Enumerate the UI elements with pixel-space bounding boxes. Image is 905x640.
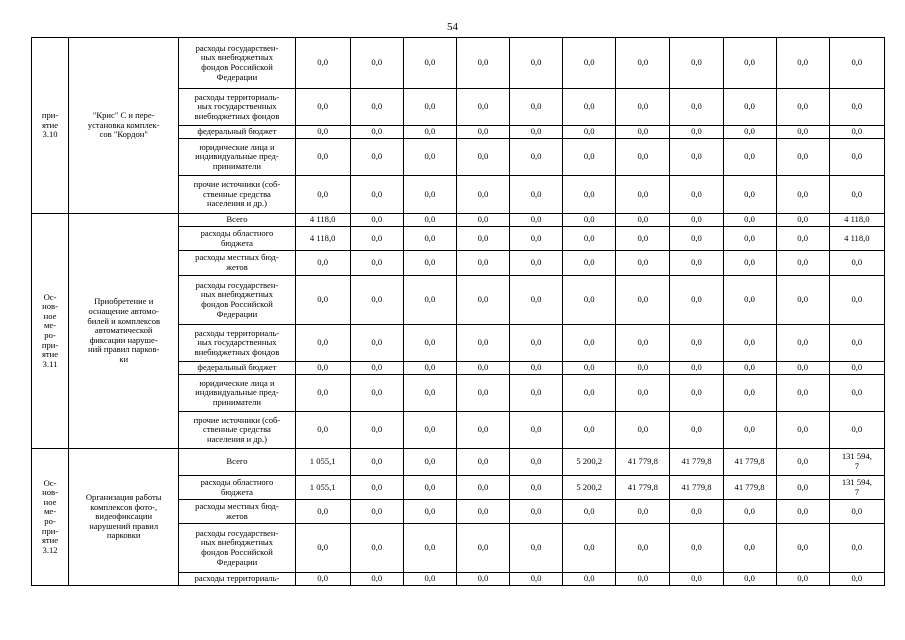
amount-cell: 0,0 bbox=[723, 573, 776, 586]
amount-cell: 0,0 bbox=[510, 325, 563, 362]
amount-cell: 0,0 bbox=[403, 325, 456, 362]
amount-cell: 0,0 bbox=[670, 89, 723, 126]
amount-cell: 0,0 bbox=[350, 500, 403, 524]
amount-cell: 0,0 bbox=[350, 251, 403, 276]
amount-cell: 0,0 bbox=[510, 476, 563, 500]
amount-cell: 0,0 bbox=[295, 573, 350, 586]
amount-cell: 0,0 bbox=[295, 126, 350, 139]
funding-source-cell: юридические лица и индивидуальные пред- приниматели bbox=[179, 375, 295, 412]
funding-source-cell: расходы областного бюджета bbox=[179, 476, 295, 500]
amount-cell: 0,0 bbox=[350, 227, 403, 251]
amount-cell: 0,0 bbox=[776, 375, 829, 412]
amount-cell: 0,0 bbox=[776, 500, 829, 524]
amount-cell: 0,0 bbox=[456, 139, 509, 176]
budget-table bbox=[31, 37, 885, 586]
amount-cell: 0,0 bbox=[295, 524, 350, 573]
amount-cell: 0,0 bbox=[616, 214, 670, 227]
amount-cell: 41 779,8 bbox=[670, 449, 723, 476]
amount-cell: 0,0 bbox=[295, 251, 350, 276]
amount-cell: 0,0 bbox=[456, 375, 509, 412]
amount-cell: 0,0 bbox=[563, 524, 616, 573]
amount-cell: 0,0 bbox=[776, 126, 829, 139]
amount-cell: 0,0 bbox=[670, 139, 723, 176]
amount-cell: 0,0 bbox=[510, 412, 563, 449]
amount-cell: 0,0 bbox=[776, 89, 829, 126]
amount-cell: 0,0 bbox=[563, 139, 616, 176]
amount-cell: 0,0 bbox=[616, 362, 670, 375]
amount-cell: 0,0 bbox=[829, 89, 884, 126]
amount-cell: 0,0 bbox=[563, 412, 616, 449]
amount-cell: 0,0 bbox=[670, 412, 723, 449]
funding-source-cell: расходы местных бюд- жетов bbox=[179, 251, 295, 276]
amount-cell: 0,0 bbox=[616, 412, 670, 449]
amount-cell: 0,0 bbox=[403, 362, 456, 375]
amount-cell: 0,0 bbox=[510, 227, 563, 251]
amount-cell: 4 118,0 bbox=[295, 214, 350, 227]
amount-cell: 0,0 bbox=[616, 139, 670, 176]
amount-cell: 0,0 bbox=[829, 126, 884, 139]
amount-cell: 0,0 bbox=[616, 89, 670, 126]
amount-cell: 0,0 bbox=[723, 176, 776, 214]
amount-cell: 0,0 bbox=[510, 362, 563, 375]
amount-cell: 0,0 bbox=[350, 38, 403, 89]
amount-cell: 0,0 bbox=[403, 573, 456, 586]
amount-cell: 0,0 bbox=[670, 573, 723, 586]
amount-cell: 0,0 bbox=[456, 176, 509, 214]
amount-cell: 0,0 bbox=[723, 500, 776, 524]
amount-cell: 0,0 bbox=[776, 573, 829, 586]
amount-cell: 0,0 bbox=[670, 362, 723, 375]
amount-cell: 0,0 bbox=[510, 139, 563, 176]
event-number-cell: при- ятие 3.10 bbox=[32, 38, 69, 214]
amount-cell: 0,0 bbox=[829, 38, 884, 89]
amount-cell: 0,0 bbox=[670, 375, 723, 412]
amount-cell: 0,0 bbox=[776, 251, 829, 276]
amount-cell: 0,0 bbox=[350, 524, 403, 573]
amount-cell: 0,0 bbox=[670, 227, 723, 251]
amount-cell: 0,0 bbox=[829, 375, 884, 412]
amount-cell: 0,0 bbox=[776, 412, 829, 449]
amount-cell: 0,0 bbox=[723, 38, 776, 89]
amount-cell: 0,0 bbox=[510, 89, 563, 126]
table-row bbox=[32, 38, 885, 89]
amount-cell: 131 594, 7 bbox=[829, 449, 884, 476]
funding-source-cell: расходы областного бюджета bbox=[179, 227, 295, 251]
amount-cell: 0,0 bbox=[670, 38, 723, 89]
funding-source-cell: прочие источники (соб- ственные средства населения и др.) bbox=[179, 176, 295, 214]
amount-cell: 0,0 bbox=[403, 139, 456, 176]
event-number-cell: Ос- нов- ное ме- ро- при- ятие 3.12 bbox=[32, 449, 69, 586]
amount-cell: 0,0 bbox=[776, 449, 829, 476]
amount-cell: 0,0 bbox=[563, 176, 616, 214]
amount-cell: 0,0 bbox=[829, 276, 884, 325]
amount-cell: 0,0 bbox=[723, 362, 776, 375]
amount-cell: 0,0 bbox=[776, 276, 829, 325]
amount-cell: 0,0 bbox=[829, 176, 884, 214]
amount-cell: 0,0 bbox=[456, 362, 509, 375]
amount-cell: 0,0 bbox=[563, 89, 616, 126]
amount-cell: 0,0 bbox=[776, 139, 829, 176]
amount-cell: 41 779,8 bbox=[723, 449, 776, 476]
amount-cell: 0,0 bbox=[350, 449, 403, 476]
page-number: 54 bbox=[447, 21, 458, 33]
amount-cell: 0,0 bbox=[829, 325, 884, 362]
amount-cell: 0,0 bbox=[456, 325, 509, 362]
amount-cell: 0,0 bbox=[616, 176, 670, 214]
amount-cell: 0,0 bbox=[456, 214, 509, 227]
event-number-cell: Ос- нов- ное ме- ро- при- ятие 3.11 bbox=[32, 214, 69, 449]
amount-cell: 0,0 bbox=[670, 126, 723, 139]
amount-cell: 0,0 bbox=[350, 89, 403, 126]
amount-cell: 0,0 bbox=[510, 126, 563, 139]
amount-cell: 0,0 bbox=[403, 449, 456, 476]
amount-cell: 0,0 bbox=[776, 176, 829, 214]
amount-cell: 0,0 bbox=[670, 251, 723, 276]
amount-cell: 0,0 bbox=[829, 573, 884, 586]
amount-cell: 0,0 bbox=[616, 38, 670, 89]
amount-cell: 0,0 bbox=[563, 38, 616, 89]
amount-cell: 0,0 bbox=[776, 227, 829, 251]
amount-cell: 0,0 bbox=[829, 524, 884, 573]
amount-cell: 0,0 bbox=[776, 524, 829, 573]
amount-cell: 0,0 bbox=[723, 214, 776, 227]
amount-cell: 0,0 bbox=[510, 38, 563, 89]
amount-cell: 0,0 bbox=[403, 89, 456, 126]
amount-cell: 0,0 bbox=[723, 251, 776, 276]
amount-cell: 131 594, 7 bbox=[829, 476, 884, 500]
amount-cell: 0,0 bbox=[616, 325, 670, 362]
amount-cell: 0,0 bbox=[510, 500, 563, 524]
amount-cell: 4 118,0 bbox=[829, 227, 884, 251]
amount-cell: 0,0 bbox=[723, 524, 776, 573]
amount-cell: 0,0 bbox=[510, 251, 563, 276]
funding-source-cell: Всего bbox=[179, 214, 295, 227]
event-name-cell: "Крис" С и пере- установка комплек- сов "Кордон" bbox=[69, 38, 179, 214]
amount-cell: 0,0 bbox=[616, 251, 670, 276]
amount-cell: 0,0 bbox=[456, 524, 509, 573]
amount-cell: 0,0 bbox=[776, 325, 829, 362]
amount-cell: 0,0 bbox=[350, 362, 403, 375]
amount-cell: 0,0 bbox=[829, 500, 884, 524]
amount-cell: 0,0 bbox=[829, 139, 884, 176]
amount-cell: 0,0 bbox=[350, 573, 403, 586]
amount-cell: 0,0 bbox=[403, 524, 456, 573]
amount-cell: 0,0 bbox=[723, 325, 776, 362]
amount-cell: 5 200,2 bbox=[563, 476, 616, 500]
amount-cell: 0,0 bbox=[616, 573, 670, 586]
amount-cell: 0,0 bbox=[403, 214, 456, 227]
amount-cell: 0,0 bbox=[563, 573, 616, 586]
amount-cell: 0,0 bbox=[510, 573, 563, 586]
amount-cell: 0,0 bbox=[295, 500, 350, 524]
amount-cell: 0,0 bbox=[616, 227, 670, 251]
amount-cell: 0,0 bbox=[350, 412, 403, 449]
amount-cell: 0,0 bbox=[295, 325, 350, 362]
amount-cell: 0,0 bbox=[295, 276, 350, 325]
amount-cell: 0,0 bbox=[510, 449, 563, 476]
event-name-cell: Организация работы комплексов фото-, видеофиксации нарушений правил парковки bbox=[69, 449, 179, 586]
amount-cell: 0,0 bbox=[350, 276, 403, 325]
amount-cell: 41 779,8 bbox=[616, 476, 670, 500]
amount-cell: 0,0 bbox=[456, 500, 509, 524]
amount-cell: 0,0 bbox=[723, 227, 776, 251]
amount-cell: 0,0 bbox=[776, 214, 829, 227]
amount-cell: 0,0 bbox=[350, 126, 403, 139]
amount-cell: 0,0 bbox=[295, 89, 350, 126]
amount-cell: 0,0 bbox=[350, 139, 403, 176]
amount-cell: 0,0 bbox=[616, 375, 670, 412]
amount-cell: 41 779,8 bbox=[616, 449, 670, 476]
funding-source-cell: расходы государствен- ных внебюджетных фондов Российской Федерации bbox=[179, 524, 295, 573]
amount-cell: 0,0 bbox=[670, 325, 723, 362]
amount-cell: 0,0 bbox=[456, 38, 509, 89]
amount-cell: 5 200,2 bbox=[563, 449, 616, 476]
amount-cell: 0,0 bbox=[510, 375, 563, 412]
amount-cell: 0,0 bbox=[456, 251, 509, 276]
amount-cell: 0,0 bbox=[563, 500, 616, 524]
amount-cell: 0,0 bbox=[295, 375, 350, 412]
amount-cell: 41 779,8 bbox=[723, 476, 776, 500]
funding-source-cell: федеральный бюджет bbox=[179, 126, 295, 139]
amount-cell: 0,0 bbox=[670, 500, 723, 524]
funding-source-cell: расходы местных бюд- жетов bbox=[179, 500, 295, 524]
event-name-cell: Приобретение и оснащение автомо- билей и комплексов автоматической фиксации наруше- ний правил парков- ки bbox=[69, 214, 179, 449]
amount-cell: 0,0 bbox=[295, 362, 350, 375]
funding-source-cell: федеральный бюджет bbox=[179, 362, 295, 375]
amount-cell: 0,0 bbox=[563, 362, 616, 375]
amount-cell: 0,0 bbox=[510, 276, 563, 325]
amount-cell: 0,0 bbox=[723, 412, 776, 449]
table-row bbox=[32, 449, 885, 476]
amount-cell: 0,0 bbox=[456, 89, 509, 126]
funding-source-cell: расходы территориаль- ных государственных внебюджетных фондов bbox=[179, 89, 295, 126]
amount-cell: 0,0 bbox=[510, 176, 563, 214]
amount-cell: 0,0 bbox=[295, 38, 350, 89]
amount-cell: 0,0 bbox=[616, 524, 670, 573]
funding-source-cell: прочие источники (соб- ственные средства населения и др.) bbox=[179, 412, 295, 449]
amount-cell: 0,0 bbox=[350, 476, 403, 500]
funding-source-cell: расходы государствен- ных внебюджетных фондов Российской Федерации bbox=[179, 38, 295, 89]
amount-cell: 0,0 bbox=[723, 139, 776, 176]
amount-cell: 0,0 bbox=[563, 126, 616, 139]
amount-cell: 0,0 bbox=[723, 375, 776, 412]
amount-cell: 1 055,1 bbox=[295, 476, 350, 500]
amount-cell: 0,0 bbox=[456, 476, 509, 500]
amount-cell: 0,0 bbox=[295, 176, 350, 214]
funding-source-cell: Всего bbox=[179, 449, 295, 476]
amount-cell: 0,0 bbox=[563, 251, 616, 276]
amount-cell: 0,0 bbox=[403, 251, 456, 276]
amount-cell: 0,0 bbox=[776, 476, 829, 500]
amount-cell: 0,0 bbox=[776, 38, 829, 89]
amount-cell: 0,0 bbox=[829, 251, 884, 276]
funding-source-cell: юридические лица и индивидуальные пред- приниматели bbox=[179, 139, 295, 176]
amount-cell: 0,0 bbox=[295, 412, 350, 449]
amount-cell: 0,0 bbox=[350, 214, 403, 227]
amount-cell: 41 779,8 bbox=[670, 476, 723, 500]
amount-cell: 0,0 bbox=[723, 276, 776, 325]
amount-cell: 0,0 bbox=[563, 214, 616, 227]
amount-cell: 0,0 bbox=[350, 375, 403, 412]
amount-cell: 4 118,0 bbox=[829, 214, 884, 227]
amount-cell: 0,0 bbox=[456, 449, 509, 476]
amount-cell: 0,0 bbox=[670, 276, 723, 325]
amount-cell: 0,0 bbox=[616, 500, 670, 524]
amount-cell: 0,0 bbox=[670, 214, 723, 227]
amount-cell: 0,0 bbox=[829, 412, 884, 449]
amount-cell: 0,0 bbox=[295, 139, 350, 176]
amount-cell: 0,0 bbox=[510, 214, 563, 227]
amount-cell: 0,0 bbox=[829, 362, 884, 375]
amount-cell: 0,0 bbox=[350, 176, 403, 214]
amount-cell: 0,0 bbox=[456, 126, 509, 139]
amount-cell: 0,0 bbox=[670, 176, 723, 214]
amount-cell: 0,0 bbox=[456, 276, 509, 325]
amount-cell: 0,0 bbox=[403, 412, 456, 449]
amount-cell: 0,0 bbox=[563, 276, 616, 325]
amount-cell: 0,0 bbox=[403, 276, 456, 325]
amount-cell: 0,0 bbox=[403, 500, 456, 524]
amount-cell: 0,0 bbox=[456, 412, 509, 449]
amount-cell: 0,0 bbox=[403, 126, 456, 139]
table-row bbox=[32, 214, 885, 227]
amount-cell: 0,0 bbox=[403, 176, 456, 214]
amount-cell: 4 118,0 bbox=[295, 227, 350, 251]
amount-cell: 0,0 bbox=[563, 325, 616, 362]
amount-cell: 0,0 bbox=[563, 375, 616, 412]
amount-cell: 0,0 bbox=[776, 362, 829, 375]
funding-source-cell: расходы территориаль- bbox=[179, 573, 295, 586]
amount-cell: 0,0 bbox=[456, 573, 509, 586]
amount-cell: 0,0 bbox=[403, 375, 456, 412]
amount-cell: 0,0 bbox=[616, 126, 670, 139]
funding-source-cell: расходы территориаль- ных государственных внебюджетных фондов bbox=[179, 325, 295, 362]
amount-cell: 0,0 bbox=[403, 38, 456, 89]
amount-cell: 0,0 bbox=[563, 227, 616, 251]
amount-cell: 0,0 bbox=[723, 89, 776, 126]
amount-cell: 0,0 bbox=[723, 126, 776, 139]
amount-cell: 0,0 bbox=[510, 524, 563, 573]
amount-cell: 0,0 bbox=[616, 276, 670, 325]
amount-cell: 0,0 bbox=[403, 227, 456, 251]
amount-cell: 1 055,1 bbox=[295, 449, 350, 476]
amount-cell: 0,0 bbox=[403, 476, 456, 500]
amount-cell: 0,0 bbox=[350, 325, 403, 362]
funding-source-cell: расходы государствен- ных внебюджетных фондов Российской Федерации bbox=[179, 276, 295, 325]
amount-cell: 0,0 bbox=[456, 227, 509, 251]
amount-cell: 0,0 bbox=[670, 524, 723, 573]
